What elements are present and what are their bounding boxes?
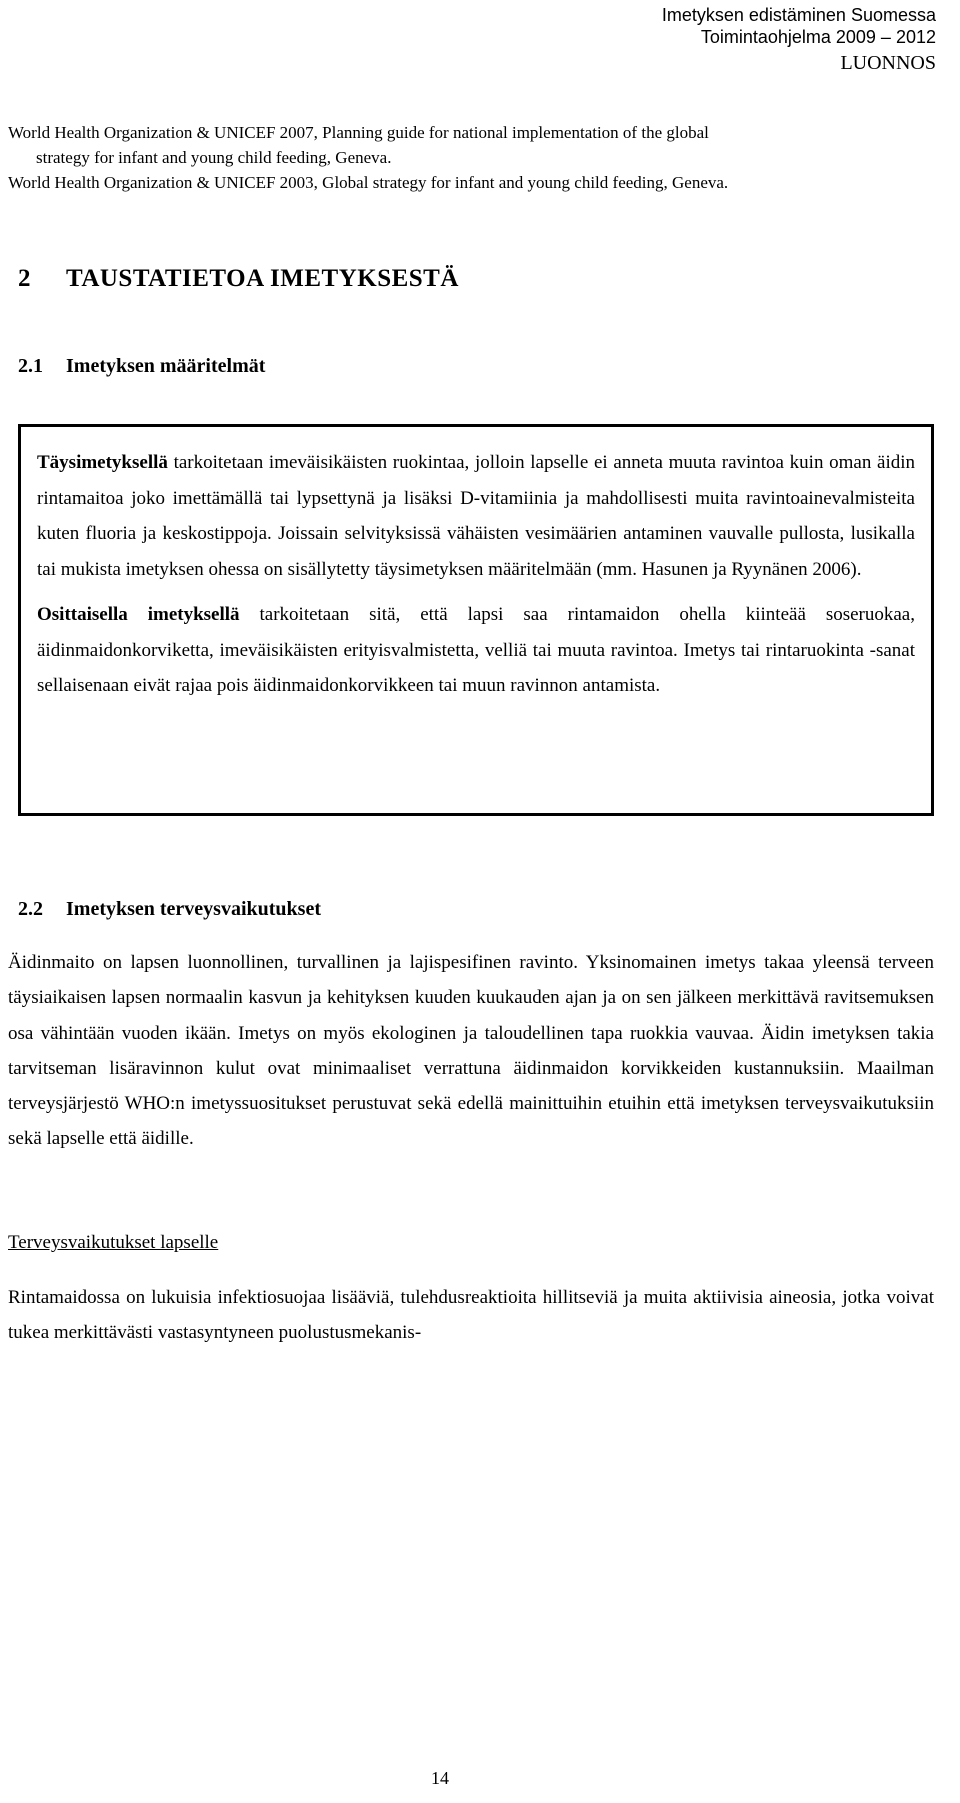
- reference-item: [8, 120, 948, 170]
- section-heading: [18, 265, 459, 293]
- definition-paragraph: [37, 597, 915, 704]
- reference-item: [8, 170, 948, 195]
- reference-list: [8, 120, 948, 195]
- body-paragraph: Äidinmaito on lapsen luonnollinen, turvallinen ja lajispesifinen ravinto. Yksinomainen imetys takaa yleensä terveen täysiaikaisen lapsen normaalin kasvun ja kehityksen kuuden kuukauden ajan ja on sen jälkeen merkittävä ravitsemuksen osa vähintään vuoden ikään. Imetys on myös ekologinen ja taloudellinen tapa ruokkia vauvaa. Äidin imetyksen takia tarvitseman lisäravinnon kulut ovat minimaaliset verrattuna äidinmaidon korvikkeiden kustannuksiin. Maailman terveysjärjestö WHO:n imetyssuositukset perustuvat sekä edellä mainittuihin etuihin että imetyksen terveysvaikutuksiin sekä lapselle että äidille.: [8, 952, 934, 1150]
- definition-paragraph: [37, 445, 915, 587]
- definitions-box: [18, 424, 934, 816]
- body-paragraph: Rintamaidossa on lukuisia infektiosuojaa lisääviä, tulehdusreaktioita hillitseviä ja muita aktiivisia aineosia, jotka voivat tukea merkittävästi vastasyntyneen puolustusmekanis-: [8, 1287, 934, 1344]
- subsection-number: 2.1: [18, 355, 43, 377]
- page-number: 14: [431, 1768, 449, 1788]
- header-draft-label: LUONNOS: [840, 52, 936, 74]
- section-number: 2: [18, 265, 31, 292]
- definition-text: tarkoitetaan imeväisikäisten ruokintaa, jolloin lapselle ei anneta muuta ravintoa kuin oman äidin rintamaitoa joko imettämällä tai lypsettynä ja lisäksi D-vitamiinia ja mahdollisesti muita ravintoainevalmisteita kuten fluoria ja keskostippoja. Joissain selvityksissä vähäisten vesimäärien antaminen vauvalle pullosta, lusikalla tai mukista imetyksen ohessa on sisällytetty täysimetyksen määritelmään (mm. Hasunen ja Ryynänen 2006).: [37, 452, 915, 580]
- running-header: [662, 4, 936, 78]
- reference-line: World Health Organization & UNICEF 2003, Global strategy for infant and young child feeding, Geneva.: [8, 173, 729, 192]
- header-subtitle: Toimintaohjelma 2009 – 2012: [700, 27, 936, 47]
- subsection-heading: [18, 355, 265, 378]
- subsection-title: Imetyksen määritelmät: [66, 355, 266, 377]
- underlined-subheading: Terveysvaikutukset lapselle: [8, 1232, 219, 1253]
- subsection-title: Imetyksen terveysvaikutukset: [66, 898, 321, 920]
- section-title: TAUSTATIETOA IMETYKSESTÄ: [66, 265, 459, 292]
- definition-term: Osittaisella imetyksellä: [37, 604, 240, 625]
- definition-text: tarkoitetaan sitä, että lapsi saa rintamaidon ohella kiinteää soseruokaa, äidinmaidonkorviketta, imeväisikäisten erityisvalmistetta, velliä tai muuta ravintoa. Imetys tai rintaruokinta -sanat sellaisenaan eivät rajaa pois äidinmaidonkorvikkeen tai muun ravinnon antamista.: [37, 604, 915, 696]
- subsection-heading: [18, 898, 321, 921]
- reference-line: World Health Organization & UNICEF 2007, Planning guide for national implementation of the global: [8, 123, 709, 142]
- definition-term: Täysimetyksellä: [37, 452, 168, 473]
- subsection-number: 2.2: [18, 898, 43, 920]
- reference-line-continued: strategy for infant and young child feeding, Geneva.: [36, 148, 392, 167]
- header-title: Imetyksen edistäminen Suomessa: [661, 5, 936, 25]
